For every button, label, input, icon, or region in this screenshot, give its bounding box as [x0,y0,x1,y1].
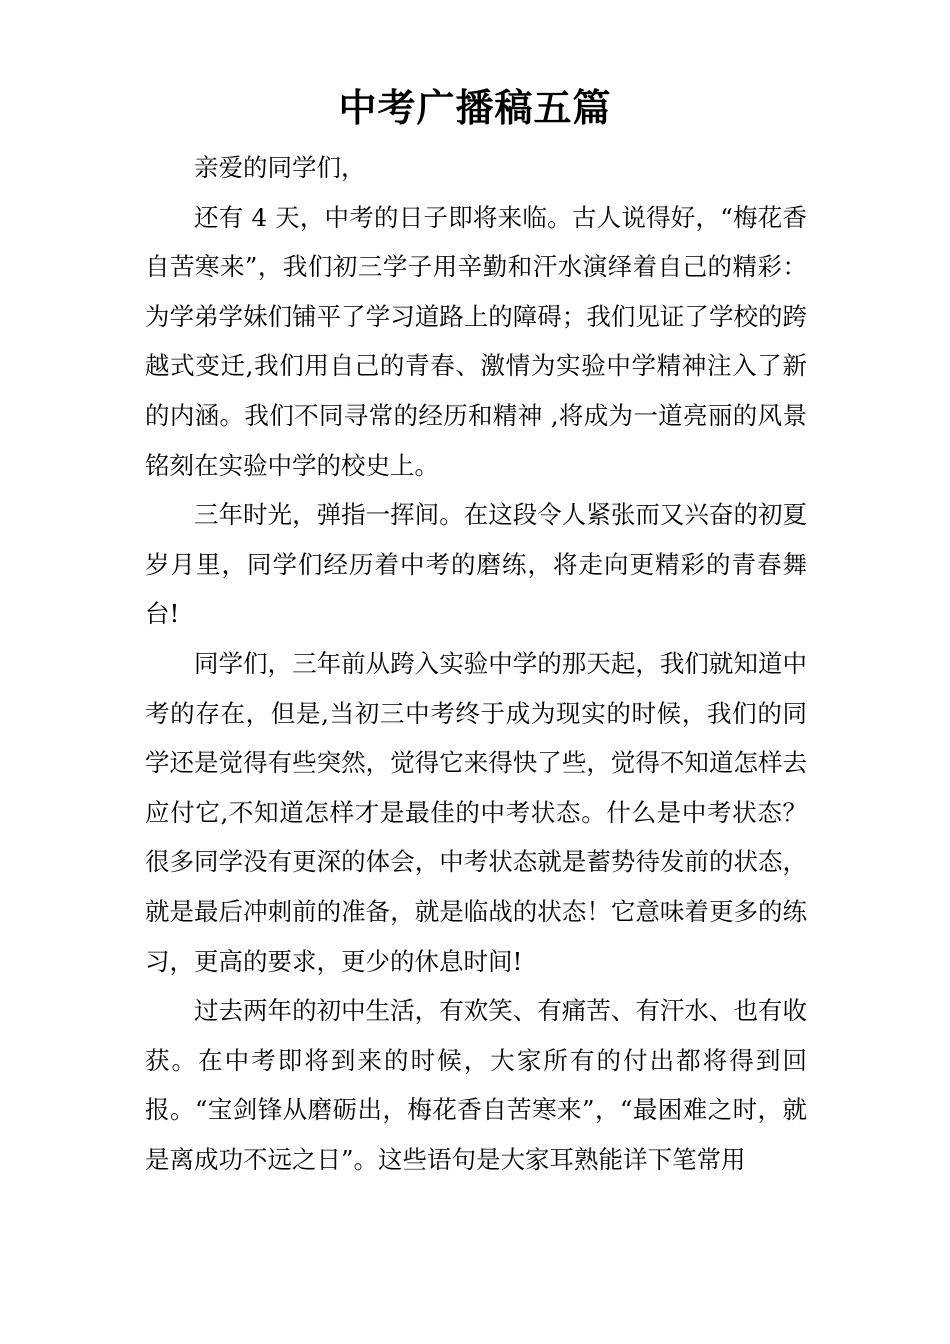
paragraph-4: 过去两年的初中生活，有欢笑、有痛苦、有汗水、也有收获。在中考即将到来的时候，大家所有的付出都将得到回报。“宝剑锋从磨砺出，梅花香自苦寒来”，“最困难之时，就是离成功不远之日”。这些语句是大家耳熟能详下笔常用 [145,996,807,1174]
document-body [145,143,807,1184]
paragraph-3: 同学们，三年前从跨入实验中学的那天起，我们就知道中考的存在，但是,当初三中考终于成为现实的时候，我们的同学还是觉得有些突然，觉得它来得快了些，觉得不知道怎样去应付它,不知道怎样才是最佳的中考状态。什么是中考状态？很多同学没有更深的体会，中考状态就是蓄势待发前的状态，就是最后冲刺前的准备，就是临战的状态！它意味着更多的练习，更高的要求，更少的休息时间! [145,648,807,976]
paragraph-greeting: 亲爱的同学们， [194,153,366,182]
document-title: 中考广播稿五篇 [338,85,612,130]
paragraph-1: 还有 4 天，中考的日子即将来临。古人说得好，“梅花香自苦寒来”，我们初三学子用辛勤和汗水演绎着自己的精彩：为学弟学妹们铺平了学习道路上的障碍；我们见证了学校的跨越式变迁,我们用自己的青春、激情为实验中学精神注入了新的内涵。我们不同寻常的经历和精神 ,将成为一道亮丽的风景铭刻在实验中学的校史上。 [145,202,807,480]
paragraph-2: 三年时光，弹指一挥间。在这段令人紧张而又兴奋的初夏岁月里，同学们经历着中考的磨练，将走向更精彩的青春舞台! [145,500,807,629]
